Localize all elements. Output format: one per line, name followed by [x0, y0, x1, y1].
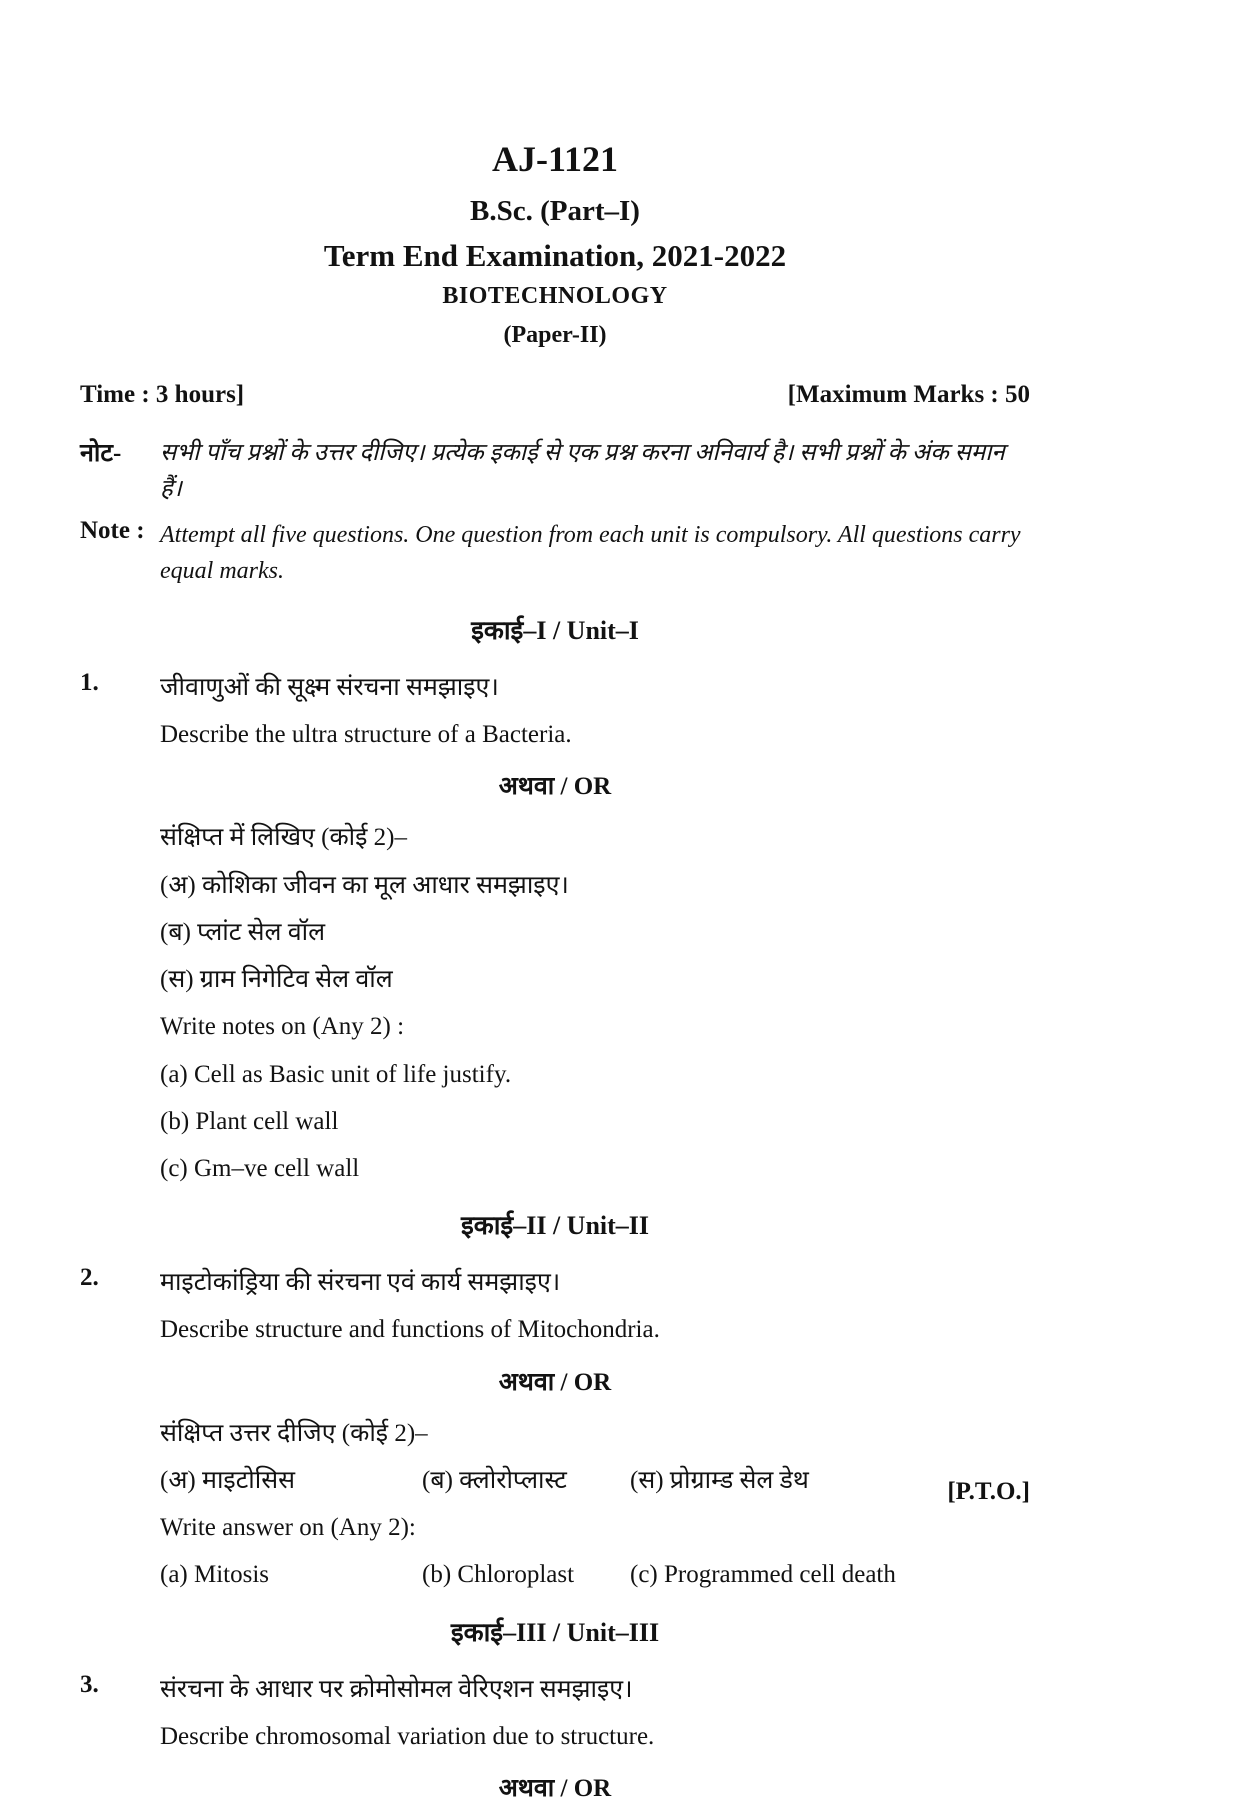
note-english-label: Note : [80, 517, 145, 544]
q2-alt-english-item-c: (c) Programmed cell death [630, 1561, 896, 1589]
course-title: B.Sc. (Part–I) [470, 195, 640, 227]
q1-alt-english-item-a: (a) Cell as Basic unit of life justify. [160, 1060, 512, 1088]
question-1-english: Describe the ultra structure of a Bacteria. [160, 721, 572, 748]
unit-3-section [80, 1613, 1030, 1804]
note-hindi-row [80, 435, 1030, 507]
unit-1-section [80, 611, 1030, 1184]
q1-alt-intro-english: Write notes on (Any 2) : [160, 1013, 405, 1041]
q2-alt-english-item-b: (b) Chloroplast [422, 1561, 575, 1589]
question-1-number: 1. [80, 669, 99, 696]
maximum-marks: [Maximum Marks : 50 [787, 381, 1030, 408]
paper-header [80, 138, 1030, 349]
unit-2-section [80, 1206, 1030, 1590]
note-hindi-label: नोट- [80, 440, 122, 467]
q1-alt-intro-hindi: संक्षिप्त में लिखिए (कोई 2)– [160, 824, 407, 852]
question-2-hindi: माइटोकांड्रिया की संरचना एवं कार्य समझाइए। [160, 1269, 561, 1297]
note-english-row [80, 517, 1030, 589]
question-3-hindi: संरचना के आधार पर क्रोमोसोमल वेरिएशन समझाइए। [160, 1675, 633, 1703]
question-3-row [80, 1671, 1030, 1705]
subject-title: BIOTECHNOLOGY [442, 283, 668, 309]
question-3-english: Describe chromosomal variation due to structure. [160, 1722, 655, 1750]
q2-alt-intro-english: Write answer on (Any 2): [160, 1514, 416, 1541]
unit-1-title: इकाई–I / Unit–I [471, 616, 639, 645]
q2-alt-intro-hindi: संक्षिप्त उत्तर दीजिए (कोई 2)– [160, 1419, 428, 1447]
q2-alt-english-items-row [160, 1559, 1030, 1590]
q1-alt-hindi-item-c: (स) ग्राम निगेटिव सेल वॉल [160, 966, 393, 993]
exam-title: Term End Examination, 2021-2022 [323, 238, 787, 273]
page-turn-over-note: [P.T.O.] [947, 1478, 1030, 1505]
question-1-hindi: जीवाणुओं की सूक्ष्म संरचना समझाइए। [160, 674, 499, 701]
q2-alt-hindi-item-c: (स) प्रोग्राम्ड सेल डेथ [630, 1466, 809, 1494]
question-2-row [80, 1264, 1030, 1298]
unit-3-or-divider: अथवा / OR [498, 1774, 612, 1802]
question-1-row [80, 669, 1030, 703]
q2-alt-english-item-a: (a) Mitosis [160, 1561, 270, 1589]
unit-3-title: इकाई–III / Unit–III [450, 1617, 660, 1647]
q1-alt-english-item-b: (b) Plant cell wall [160, 1107, 339, 1135]
note-english-text: Attempt all five questions. One question from each unit is compulsory. All questions carry equal marks. [160, 522, 1021, 584]
q1-alt-hindi-item-b: (ब) प्लांट सेल वॉल [160, 918, 326, 946]
q2-alt-hindi-item-a: (अ) माइटोसिस [160, 1466, 296, 1494]
unit-2-title: इकाई–II / Unit–II [460, 1211, 650, 1241]
question-2-english: Describe structure and functions of Mitochondria. [160, 1316, 660, 1344]
question-3-number: 3. [80, 1670, 99, 1698]
q2-alt-hindi-items-row [160, 1465, 1030, 1496]
note-hindi-text: सभी पाँच प्रश्नों के उत्तर दीजिए। प्रत्येक इकाई से एक प्रश्न करना अनिवार्य है। सभी प्रश्नों के अंक समान हैं। [160, 440, 1005, 502]
q1-alt-english-item-c: (c) Gm–ve cell wall [160, 1155, 360, 1182]
unit-2-or-divider: अथवा / OR [498, 1368, 612, 1396]
time-allowed: Time : 3 hours] [80, 381, 245, 408]
paper-code: AJ-1121 [492, 139, 618, 179]
time-marks-row [80, 381, 1030, 409]
unit-1-or-divider: अथवा / OR [498, 773, 612, 801]
q2-alt-hindi-item-b: (ब) क्लोरोप्लास्ट [422, 1466, 567, 1494]
paper-number: (Paper-II) [503, 322, 607, 348]
question-2-number: 2. [80, 1264, 99, 1292]
q1-alt-hindi-item-a: (अ) कोशिका जीवन का मूल आधार समझाइए। [160, 871, 569, 899]
